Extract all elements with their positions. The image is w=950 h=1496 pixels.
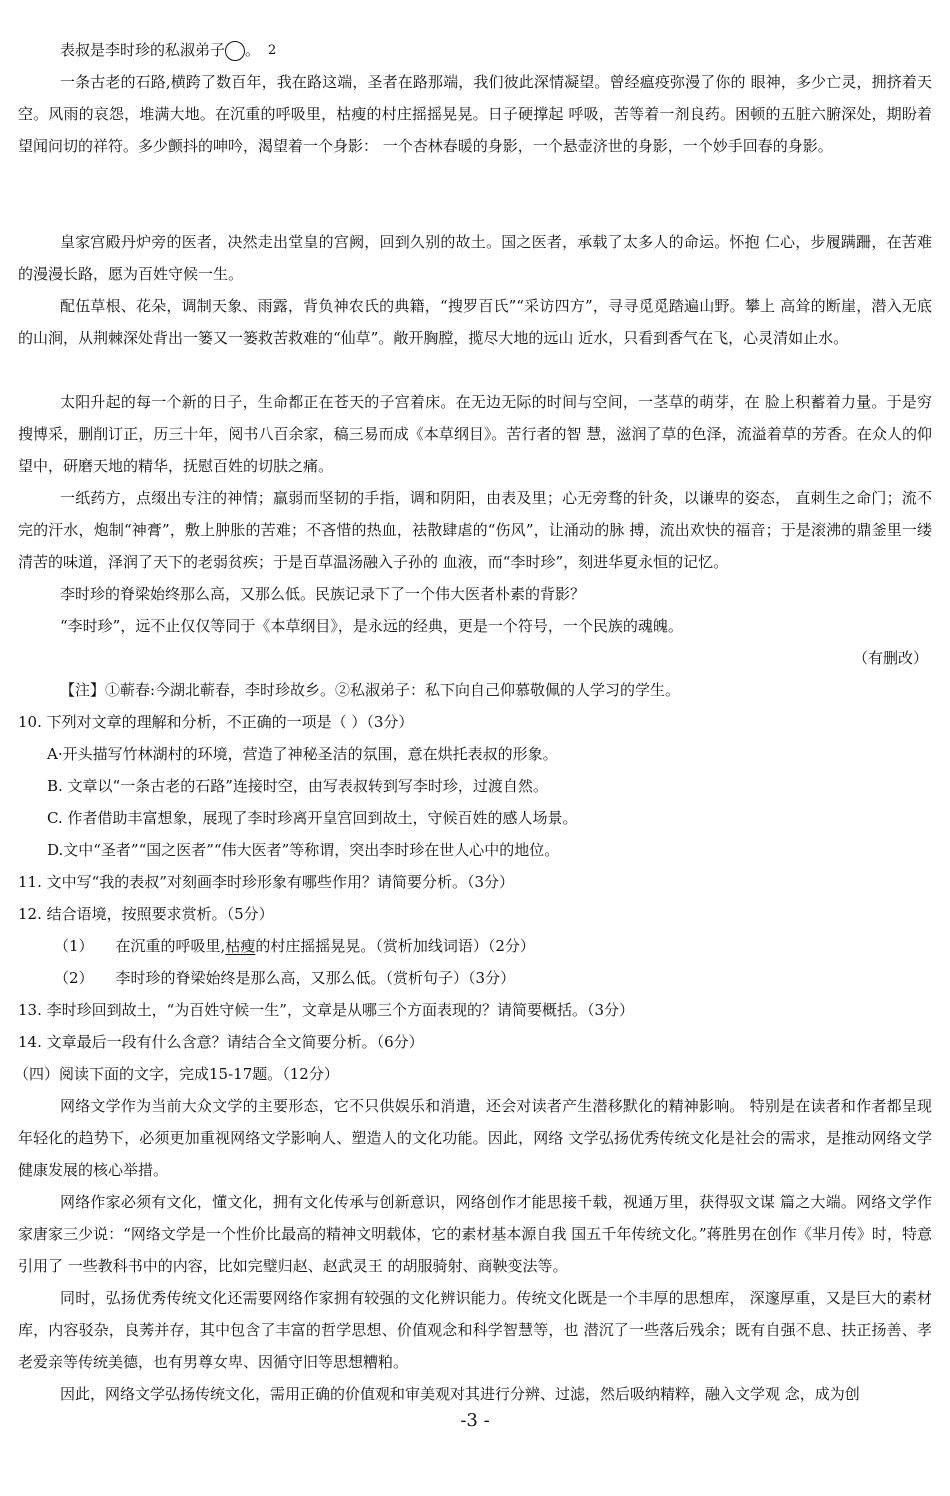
paragraph-conclusion: 因此，网络文学弘扬传统文化，需用正确的价值观和审美观对其进行分辨、过滤，然后吸纳精粹，融入文学观 念，成为创 [60,1385,860,1403]
paragraph-writers-culture: 网络作家必须有文化，懂文化，拥有文化传承与创新意识，网络创作才能思接千载，视通万里，获得驭文谋 篇之大端。网络文学作家唐家三少说：“网络文学是一个性价比最高的精神文明载体，它的素材基本源自我 国五千年传统文化。”蒋胜男在创作《芈月传》时，特意引用了 一些教科书中的内容，比如完璧归赵、赵武灵王 的胡服骑射、商鞅变法等。 [18,1193,932,1275]
question-11: 11. 文中写“我的表叔”对刻画李时珍形象有哪些作用？请简要分析。（3分） [18,873,515,891]
question-12-part-1 [54,930,924,962]
paragraph-stone-road: 一条古老的石路,横跨了数百年，我在路这端，圣者在路那端，我们彼此深情凝望。曾经瘟疫弥漫了你的 眼神，多少亡灵，拥挤着天空。风雨的哀怨，堆满大地。在沉重的呼吸里，枯瘦的村庄摇摇晃晃。日子硬撑起 呼吸，苦等着一剂良药。困顿的五脏六腑深处，期盼着望闻问切的祥符。多少颤抖的呻吟，渴望着一个身影： 一个杏林春暖的身影，一个悬壶济世的身影，一个妙手回春的身影。 [18,73,932,155]
option-d: D.文中“圣者”“国之医者”“伟大医者”等称谓，突出李时珍在世人心中的地位。 [47,841,560,859]
annotation-note: 【注】①蕲春:今湖北蕲春，李时珍故乡。②私淑弟子：私下向自己仰慕敬佩的人学习的学生。 [60,681,681,699]
part-1-text-a: 在沉重的呼吸里, [115,937,226,955]
page-number: -3 - [460,1410,490,1431]
intro-line [18,34,932,66]
paragraph-discernment: 同时，弘扬优秀传统文化还需要网络作家拥有较强的文化辨识能力。传统文化既是一个丰厚的思想库， 深邃厚重，又是巨大的素材库，内容驳杂，良莠并存，其中包含了丰富的哲学思想、价值观念和科学智慧等，也 潜沉了一些落后残余；既有自强不息、扶正扬善、孝老爱亲等传统美德，也有男尊女卑、因循守旧等思想糟粕。 [18,1289,932,1371]
intro-end: 。 [245,41,261,59]
question-10: 10. 下列对文章的理解和分析，不正确的一项是（ ）（3分） [18,713,414,731]
paragraph-network-literature: 网络文学作为当前大众文学的主要形态，它不只供娱乐和消遣，还会对读者产生潜移默化的精神影响。 特别是在读者和作者都呈现年轻化的趋势下，必须更加重视网络文学影响人、塑造人的文化功能。因此，网络 文学弘扬优秀传统文化是社会的需求，是推动网络文学健康发展的核心举措。 [18,1097,932,1179]
paragraph-prescription: 一纸药方，点缀出专注的神情；羸弱而坚韧的手指，调和阴阳，由表及里；心无旁骛的针灸，以谦卑的姿态， 直刺生之命门；流不完的汗水，炮制“神膏”，敷上肿胀的苦难；不吝惜的热血，祛散肆虐的“伤风”，让涌动的脉 搏，流出欢快的福音；于是滚沸的鼎釜里一缕清苦的味道，泽润了天下的老弱贫疾；于是百草温汤融入子孙的 血液，而“李时珍”，刻进华夏永恒的记忆。 [18,489,932,571]
question-12: 12. 结合语境，按照要求赏析。（5分） [18,905,274,923]
part-1-number: （1） [54,937,94,955]
option-c: C. 作者借助丰富想象，展现了李时珍离开皇宫回到故土，守候百姓的感人场景。 [47,809,578,827]
part-2-number: （2） [54,969,94,987]
intro-text: 表叔是李时珍的私淑弟子 [60,41,226,59]
section-4-heading: （四）阅读下面的文字，完成15-17题。（12分） [14,1065,339,1083]
paragraph-compendium: 太阳升起的每一个新的日子，生命都正在苍天的子宫着床。在无边无际的时间与空间，一茎草的萌芽，在 脸上积蓄着力量。于是穷搜博采，删削订正，历三十年，阅书八百余家，稿三易而成《本草纲目》。苦行者的智 慧，滋润了草的色泽，流溢着草的芳香。在众人的仰望中，研磨天地的精华，抚慰百姓的切肤之痛。 [18,393,932,475]
option-a: A·开头描写竹林湖村的环境，营造了神秘圣洁的氛围，意在烘托表叔的形象。 [47,745,558,763]
question-13: 13. 李时珍回到故土，“为百姓守候一生”，文章是从哪三个方面表现的？请简要概括。（3分） [18,1001,635,1019]
paragraph-spine: 李时珍的脊梁始终那么高，又那么低。民族记录下了一个伟大医者朴素的背影？ [60,585,586,603]
paragraph-herbs: 配伍草根、花朵，调制天象、雨露，背负神农氏的典籍，“搜罗百氏”“采访四方”，寻寻觅觅踏遍山野。攀上 高耸的断崖，潜入无底的山涧，从荆棘深处背出一篓又一篓救苦救难的“仙草”。敞开胸膛，揽尽大地的远山 近水，只看到香气在飞，心灵清如止水。 [18,297,932,347]
underlined-word: 枯瘦 [225,937,256,955]
option-b: B. 文章以“一条古老的石路”连接时空，由写表叔转到写李时珍，过渡自然。 [47,777,548,795]
paragraph-imperial-doctor: 皇家宫殿丹炉旁的医者，决然走出堂皇的宫阙，回到久别的故土。国之医者，承载了太多人的命运。怀抱 仁心，步履蹒跚，在苦难的漫漫长路，愿为百姓守候一生。 [18,233,932,283]
edited-mark: （有删改） [852,649,928,667]
footnote-mark-2: 2 [225,41,245,61]
part-2-text: 李时珍的脊梁始终是那么高，又那么低。（赏析句子）（3分） [115,969,516,987]
question-14: 14. 文章最后一段有什么含意？请结合全文简要分析。（6分） [18,1033,424,1051]
question-12-part-2 [54,962,924,994]
paragraph-symbol: “李时珍”，远不止仅仅等同于《本草纲目》，是永远的经典，更是一个符号，一个民族的魂魄。 [60,617,683,635]
part-1-text-b: 的村庄摇摇晃晃。（赏析加线词语）（2分） [255,937,535,955]
